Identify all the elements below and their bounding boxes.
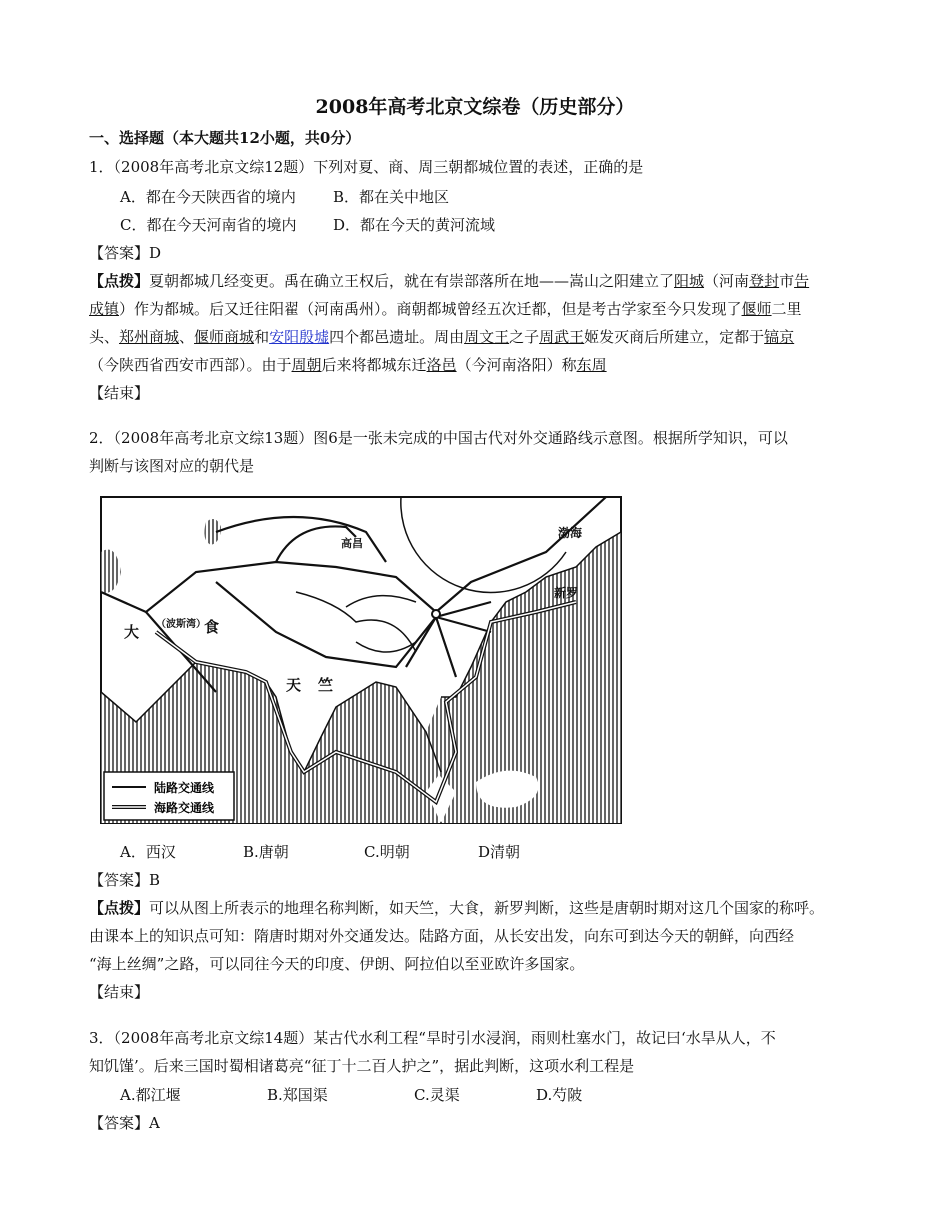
link-zhou-wenwang[interactable]: 周文王 (464, 328, 510, 346)
question-2-note-line (89, 898, 824, 918)
question-1-options-row-2 (120, 215, 495, 235)
question-1-end: 【结束】 (89, 384, 150, 402)
note-text: 后来将都城东迁 (321, 356, 427, 374)
trade-route-map (96, 492, 626, 828)
link-haojing[interactable]: 镐京 (764, 328, 795, 346)
question-2-stem: 2．（2008年高考北京文综13题）图6是一张未完成的中国古代对外交通路线示意图。根据所学知识，可以 (89, 429, 788, 447)
note-text: 和 (254, 328, 270, 346)
question-2-options (120, 842, 520, 862)
section-heading: 一、选择题（本大题共12小题，共0分） (89, 129, 361, 147)
legend-land-route: 陆路交通线 (154, 781, 215, 795)
note-text: 夏朝都城几经变更。禹在确立王权后，就在有崇部落所在地——嵩山之阳建立了 (149, 272, 675, 290)
map-label-tianzhu-2: 竺 (318, 676, 334, 694)
map-label-silla: 新罗 (554, 586, 579, 600)
question-1-note-line (89, 355, 607, 375)
question-2-note-line: “海上丝绸”之路，可以同往今天的印度、伊朗、阿拉伯以至亚欧许多国家。 (89, 955, 585, 973)
question-1-note-line (89, 299, 802, 319)
note-text: 市 (779, 272, 795, 290)
note-text: 二里 (771, 300, 802, 318)
note-text: （今河南洛阳）称 (456, 356, 577, 374)
question-2-stem: 判断与该图对应的朝代是 (89, 457, 255, 475)
link-zhou-wuwang[interactable]: 周武王 (539, 328, 585, 346)
question-2-answer: 【答案】B (89, 871, 161, 889)
note-label: 【点拨】 (89, 272, 150, 290)
link-dongzhou[interactable]: 东周 (576, 356, 607, 374)
link-luoyi[interactable]: 洛邑 (426, 356, 457, 374)
option-c: C.灵渠 (414, 1086, 460, 1104)
question-3-options (120, 1085, 582, 1105)
option-a: A.都江堰 (120, 1086, 181, 1104)
option-d: D清朝 (478, 843, 521, 861)
note-text: （河南 (704, 272, 750, 290)
map-label-gaochang: 高昌 (341, 537, 363, 550)
link-anyang-yinxu[interactable]: 安阳殷墟 (269, 328, 330, 346)
map-legend (104, 772, 234, 820)
link-zhouchao[interactable]: 周朝 (291, 356, 322, 374)
question-1-stem: 1．（2008年高考北京文综12题）下列对夏、商、周三朝都城位置的表述，正确的是 (89, 158, 644, 176)
map-label-dashi-2: 食 (204, 618, 220, 636)
option-d: D.芍陂 (536, 1086, 583, 1104)
note-text: 之子 (509, 328, 540, 346)
note-text: （今陕西省西安市西部）。由于 (89, 356, 292, 374)
question-1-note-line (89, 327, 794, 347)
link-gaochengzhen[interactable]: 成镇 (89, 300, 120, 318)
option-b: B.唐朝 (243, 843, 289, 861)
option-d: D．都在今天的黄河流域 (333, 216, 496, 234)
map-label-bohai: 渤海 (558, 526, 583, 540)
link-zhengzhou-shangcheng[interactable]: 郑州商城 (119, 328, 180, 346)
link-dengfeng[interactable]: 登封 (749, 272, 780, 290)
link-yanshi-shangcheng[interactable]: 偃师商城 (194, 328, 255, 346)
legend-sea-route: 海路交通线 (154, 801, 215, 815)
question-3-stem: 3．（2008年高考北京文综14题）某古代水利工程“旱时引水浸润，雨则杜塞水门，故记曰‘水旱从人，不 (89, 1029, 776, 1047)
question-1-note-line (89, 271, 809, 291)
map-label-persian-gulf: （波斯湾） (156, 619, 206, 630)
note-text: 姬发灭商后所建立，定都于 (584, 328, 765, 346)
note-text: 可以从图上所表示的地理名称判断，如天竺，大食，新罗判断，这些是唐朝时期对这几个国家的称呼。 (149, 899, 825, 917)
option-b: B.郑国渠 (267, 1086, 328, 1104)
question-3-answer: 【答案】A (89, 1114, 160, 1132)
note-label: 【点拨】 (89, 899, 150, 917)
option-b: B．都在关中地区 (333, 188, 450, 206)
note-text: ）作为都城。后又迁往阳翟（河南禹州）。商朝都城曾经五次迁都，但是考古学家至今只发现了 (119, 300, 742, 318)
note-text: 、 (179, 328, 195, 346)
option-a: A．西汉 (120, 843, 176, 861)
option-c: C．都在今天河南省的境内 (120, 216, 297, 234)
question-1-options-row-1 (120, 187, 449, 207)
changan-marker (432, 610, 440, 618)
question-3-stem: 知饥馑’。后来三国时蜀相诸葛亮“征丁十二百人护之”，据此判断，这项水利工程是 (89, 1057, 635, 1075)
note-text: 头、 (89, 328, 120, 346)
question-2-end: 【结束】 (89, 983, 150, 1001)
option-c: C.明朝 (364, 843, 410, 861)
question-2-note-line: 由课本上的知识点可知：隋唐时期对外交通发达。陆路方面，从长安出发，向东可到达今天的朝鲜，向西经 (89, 927, 795, 945)
option-a: A．都在今天陕西省的境内 (120, 188, 296, 206)
question-1-answer: 【答案】D (89, 244, 162, 262)
link-yanshi[interactable]: 偃师 (741, 300, 772, 318)
map-label-tianzhu-1: 天 (286, 676, 302, 694)
map-label-dashi-1: 大 (124, 623, 140, 641)
link-gaochengzhen[interactable]: 告 (794, 272, 810, 290)
link-yangcheng[interactable]: 阳城 (674, 272, 705, 290)
note-text: 四个都邑遗址。周由 (329, 328, 465, 346)
page-title: 2008年高考北京文综卷（历史部分） (315, 96, 635, 118)
